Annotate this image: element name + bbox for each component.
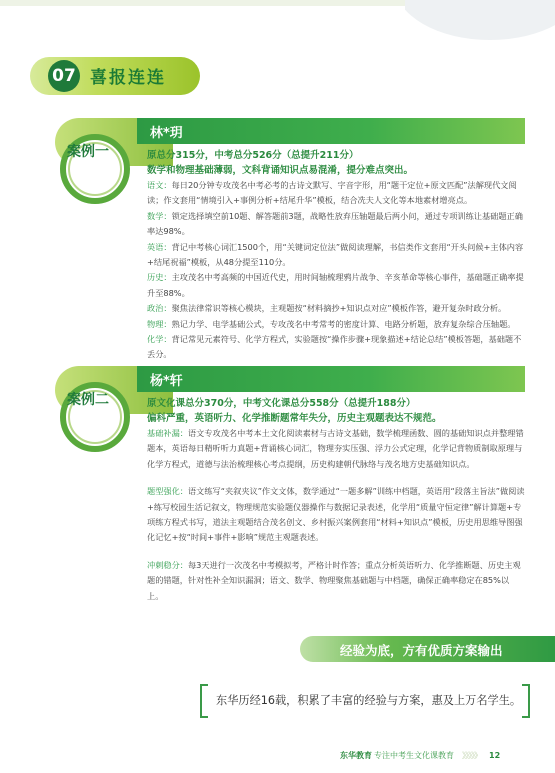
subject-label: 历史： [147,272,172,283]
strategy-text: 每3天进行一次茂名中考模拟考，严格计时作答；重点分析英语听力、化学推断题、历史主观题的错题，针对性补全知识漏洞；语文、数学、物理聚焦基础题与中档题，确保正确率稳定在85%以上。 [147,559,521,601]
subject-item [147,332,525,363]
footer-brand: 东华教育 [340,751,372,760]
case-name-bar [137,118,525,144]
case-card-1 [55,118,525,360]
subject-item [147,301,525,316]
subject-item [147,240,525,271]
strategy-label: 题型强化： [147,486,188,497]
subject-item [147,178,525,209]
subject-item [147,270,525,301]
subject-label: 政治： [147,303,172,314]
corner-decoration [405,0,555,48]
case-name-bar [137,366,525,392]
subject-text: 锁定选择填空前10题、解答题前3题，战略性放弃压轴题最后两小问，通过专项训练让基础题正确率达98%。 [147,210,523,237]
subject-text: 背记常见元素符号、化学方程式，实验题按“操作步骤+现象描述+结论总结”模板答题，基础题不丢分。 [147,334,522,360]
section-header [30,57,330,95]
subject-item [147,317,525,332]
strategy-item [147,426,525,472]
strategy-label: 基础补漏： [147,428,188,438]
score-line: 原总分315分，中考总分526分（总提升211分） [147,150,359,161]
strategy-text: 语文专攻茂名中考本土文化阅读素材与古诗文基础，数学梳理函数、圆的基础知识点并整理错题本，英语每日精听听力真题+背诵核心词汇，物理夯实压强、浮力公式定理，化学记背物质制取原理与化学方程式，道德与法治梳理核心考点提纲，历史构建朝代脉络与茂名地方史基础知识点。 [147,428,524,469]
subject-label: 数学： [147,210,172,221]
subject-label: 英语： [147,241,172,252]
case-body [147,396,525,604]
page-number: 12 [489,751,501,760]
subject-text: 聚焦法律常识等核心模块，主观题按“材料摘抄+知识点对应”模板作答，避开复杂时政分析。 [171,303,507,314]
quote-box [200,680,530,722]
summary-line: 偏科严重，英语听力、化学推断题常年失分，历史主观题表达不规范。 [147,413,442,424]
footer-tagline: 专注中考生文化课教育 [374,751,454,760]
subject-label: 语文： [147,180,172,190]
strategy-item [147,558,525,604]
bracket-right [522,684,530,718]
case-body [147,148,525,363]
footer [340,750,500,761]
summary-line: 数学和物理基础薄弱，文科背诵知识点易混淆，提分难点突出。 [147,165,414,176]
slogan-text: 经验为底，方有优质方案输出 [340,643,503,658]
score-line: 原文化课总分370分，中考文化课总分558分（总提升188分） [147,398,416,409]
student-name: 林*玥 [150,126,183,141]
strategy-item [147,484,525,546]
section-number: 07 [48,60,80,92]
subject-text: 背记中考核心词汇1500个，用“关键词定位法”做阅读理解，书信类作文套用“开头问候+主体内容+结尾祝福”模板，从48分提至110分。 [147,241,524,268]
subject-label: 物理： [147,318,172,329]
case-badge-label: 案例二 [67,392,109,408]
student-name: 杨*轩 [150,374,183,389]
case-badge-label: 案例一 [67,144,109,160]
subject-text: 主攻茂名中考高频的中国近代史，用时间轴梳理鸦片战争、辛亥革命等核心事件，基础题正确率提升至88%。 [147,272,524,298]
section-title: 喜报连连 [90,68,166,88]
subject-text: 每日20分钟专攻茂名中考必考的古诗文默写、字音字形，用“题干定位+原文匹配”法解现代文阅读；作文套用“情境引入+事例分析+结尾升华”模板，结合冼夫人文化等本地素材增亮点。 [147,180,517,206]
bracket-left [200,684,208,718]
subject-text: 熟记力学、电学基础公式，专攻茂名中考常考的密度计算、电路分析题，放弃复杂综合压轴题。 [171,318,516,329]
strategy-label: 冲刺稳分： [147,559,188,570]
case-card-2 [55,366,525,601]
subject-label: 化学： [147,334,172,345]
footer-arrows: 》》》》》 [462,751,481,760]
quote-text: 东华历经16载，积累了丰富的经验与方案，惠及上万名学生。 [216,694,522,707]
strategy-text: 语文练写“夹叙夹议”作文文体，数学通过“一题多解”训练中档题，英语用“段落主旨法”做阅读+练写校园生活记叙文，物理规范实验题仪器操作与数据记录表述，化学用“质量守恒定律”解计算题+专项练方程式书写，道法主观题结合茂名创文、乡村振兴案例套用“材料+知识点”模板，历史用思维导图强化记忆+按“时间+事件+影响”规范主观题表述。 [147,486,525,543]
subject-item [147,209,525,240]
